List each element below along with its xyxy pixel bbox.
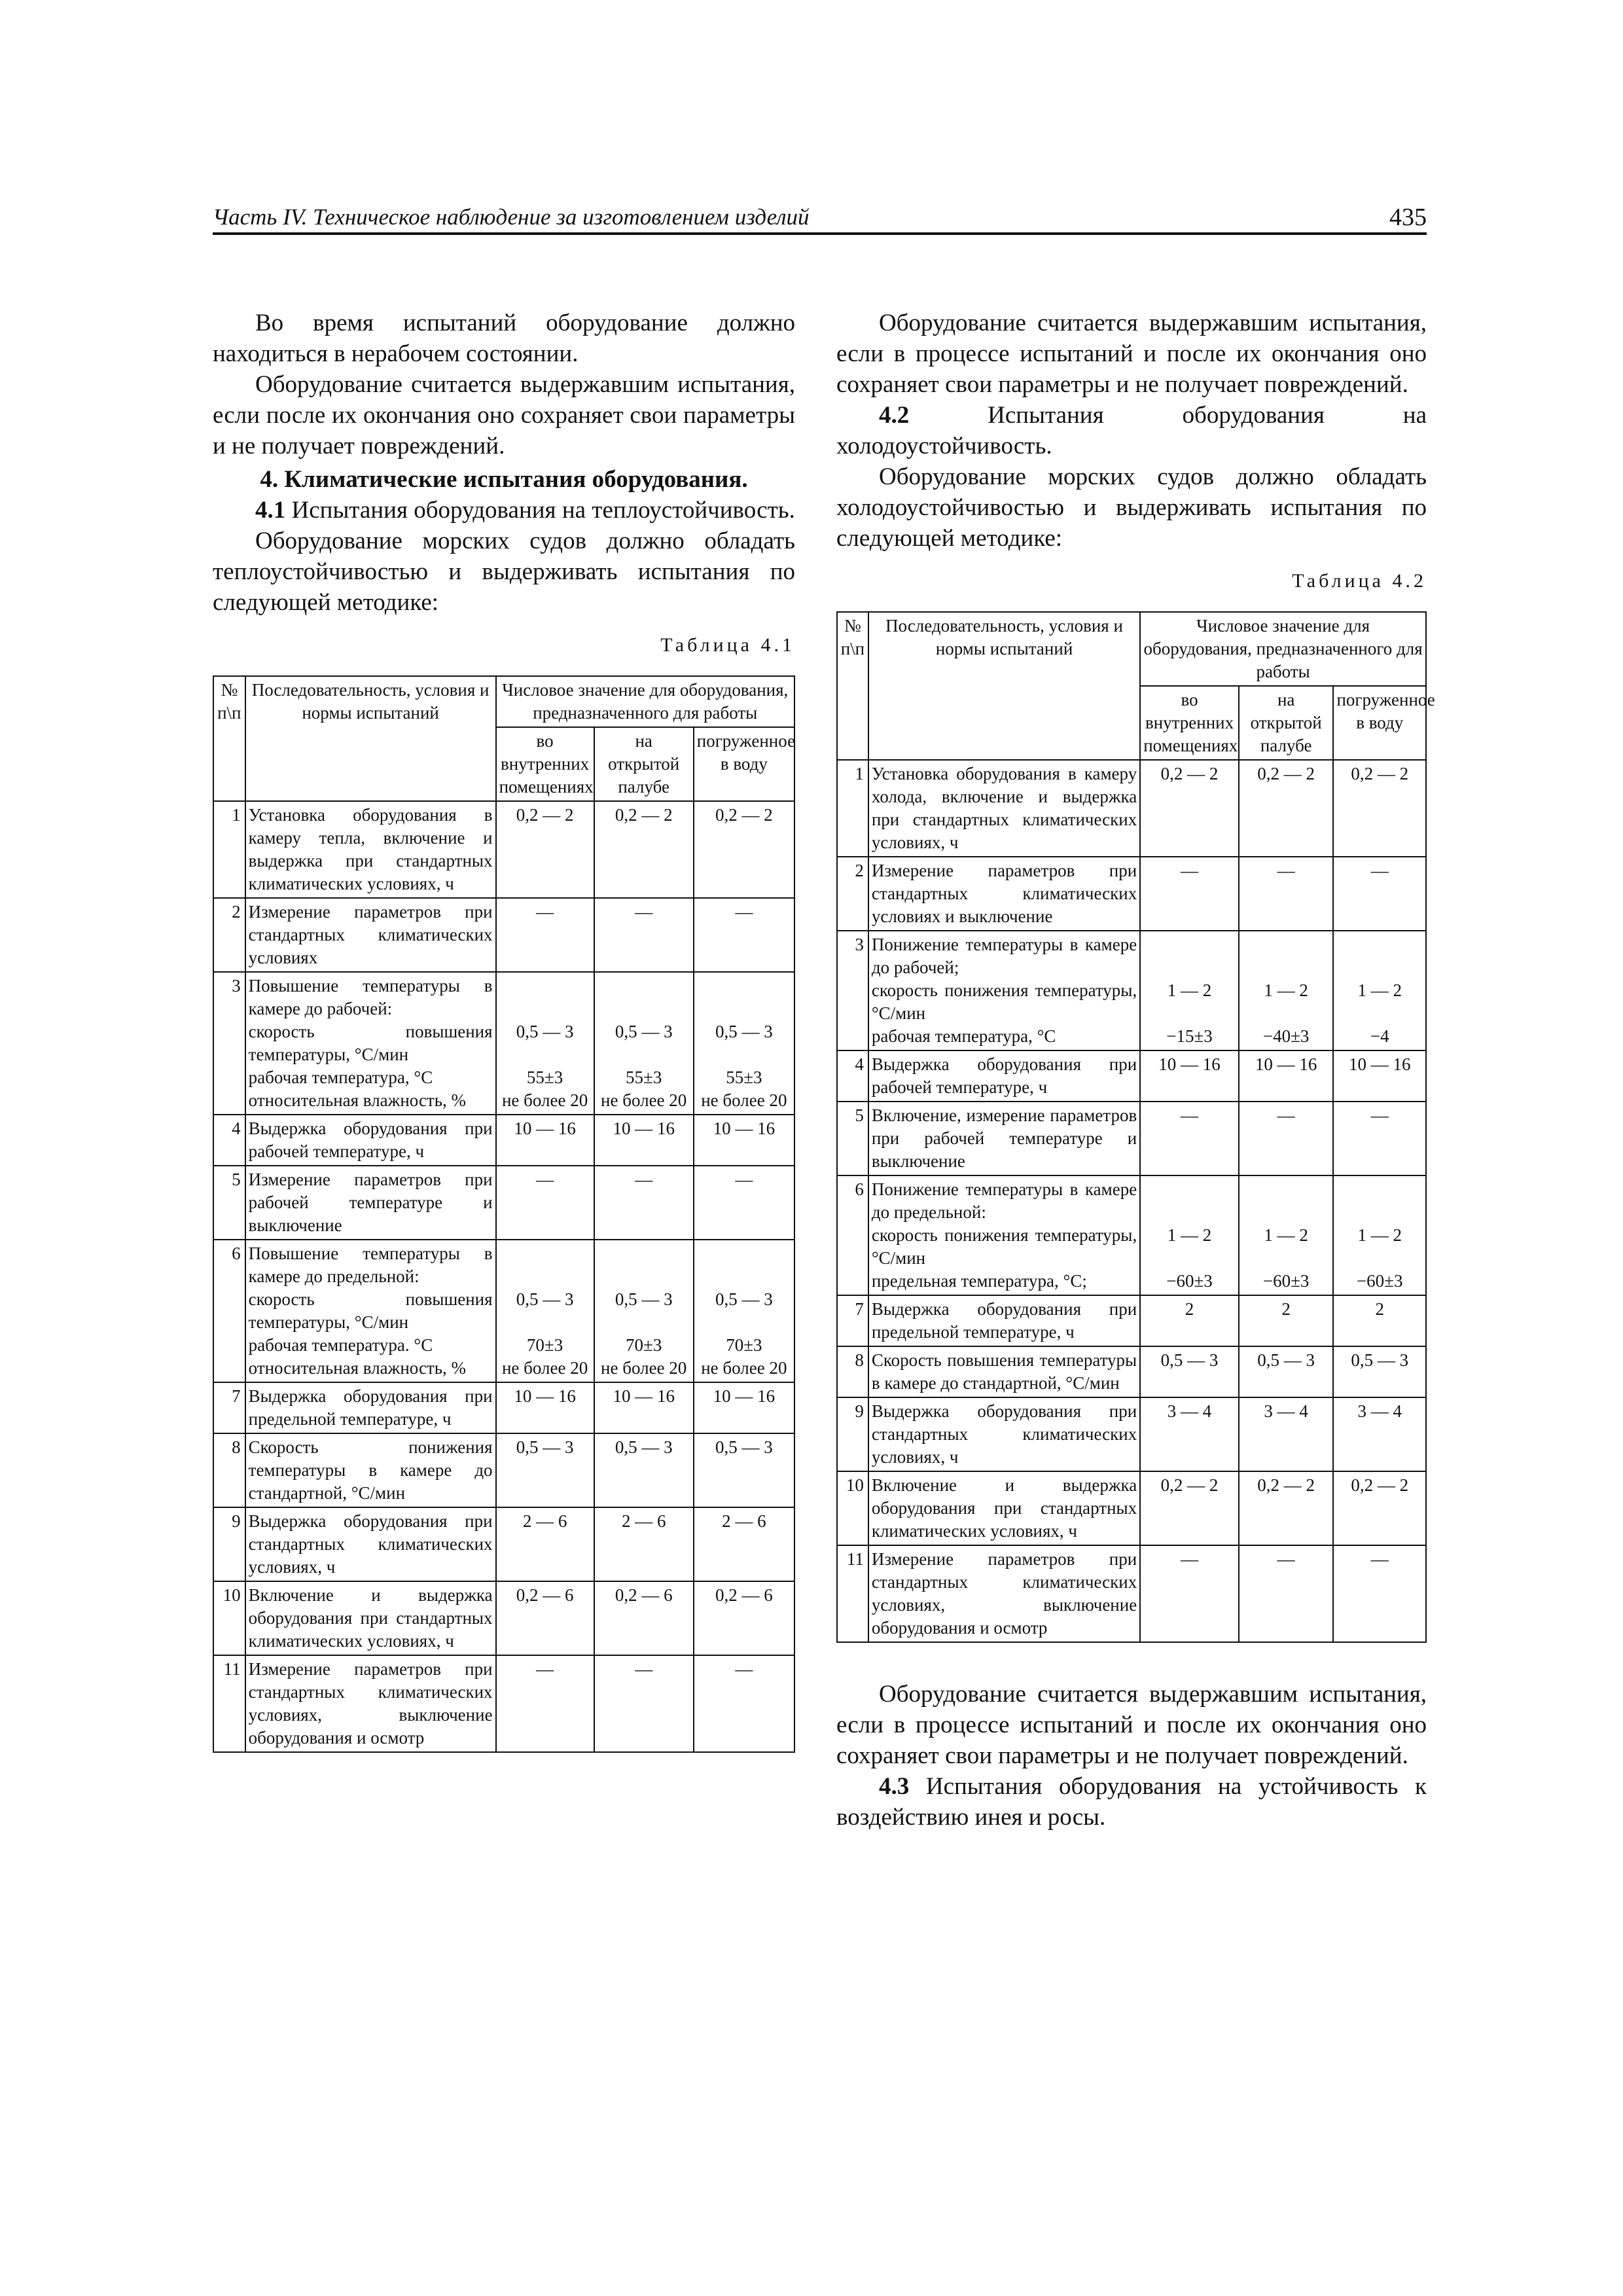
row-value-indoor: — — [496, 898, 594, 972]
row-value-submerged: 0,2 — 2 — [1333, 760, 1426, 857]
header-col-submerged: погруженное в воду — [1333, 686, 1426, 760]
row-description: Установка оборудования в камеру тепла, включение и выдержка при стандартных климатических условиях, ч — [245, 801, 496, 898]
row-description — [245, 1240, 496, 1382]
row-value-indoor: — — [496, 1166, 594, 1240]
row-value-deck: 0,5 — 3 — [1239, 1346, 1334, 1397]
row-description: Выдержка оборудования при рабочей температуре, ч — [868, 1050, 1140, 1102]
row-value-deck: — — [1239, 1545, 1334, 1642]
row-description-line: скорость повышения температуры, °С/мин — [248, 1022, 493, 1064]
value: не более 20 — [701, 1090, 787, 1110]
table-caption: Таблица 4.2 — [1292, 570, 1427, 592]
row-value-deck: 10 — 16 — [594, 1382, 694, 1433]
row-num: 3 — [837, 931, 868, 1050]
row-description-line: относительная влажность, % — [248, 1358, 467, 1378]
row-num: 10 — [213, 1581, 245, 1655]
row-value-submerged: 10 — 16 — [694, 1382, 794, 1433]
row-description-line: рабочая температура. °С — [248, 1335, 433, 1355]
row-value-deck: — — [594, 1166, 694, 1240]
row-num: 9 — [213, 1507, 245, 1581]
value: 1 — 2 — [1264, 1225, 1308, 1245]
subsection-number: 4.3 — [879, 1773, 910, 1800]
value: 0,5 — 3 — [516, 1022, 574, 1041]
paragraph: Оборудование морских судов должно обладать теплоустойчивостью и выдерживать испытания по следующей методике: — [213, 528, 795, 616]
row-value-indoor: — — [1140, 857, 1239, 931]
row-num: 11 — [837, 1545, 868, 1642]
value: 0,5 — 3 — [516, 1289, 574, 1309]
row-value-submerged: — — [1333, 1102, 1426, 1175]
row-value-submerged: 2 — [1333, 1295, 1426, 1346]
value: −60±3 — [1262, 1271, 1310, 1291]
value: 55±3 — [626, 1067, 662, 1087]
value: −40±3 — [1262, 1026, 1310, 1046]
table-row — [837, 857, 1426, 931]
header-num: № п\п — [213, 676, 245, 801]
value: −4 — [1370, 1026, 1389, 1046]
row-description-line: Понижение температуры в камере до рабочей; — [871, 935, 1137, 977]
table-row — [837, 1471, 1426, 1545]
paragraph: Оборудование считается выдержавшим испытания, если в процессе испытаний и после их окончания оно сохраняет свои параметры и не получает повреждений. — [836, 1681, 1427, 1769]
header-sequence: Последовательность, условия и нормы испытаний — [868, 612, 1140, 760]
table-header-row — [213, 676, 794, 727]
row-value-submerged: — — [694, 898, 794, 972]
table-row — [213, 1166, 794, 1240]
paragraph: Оборудование считается выдержавшим испытания, если в процессе испытаний и после их окончания оно сохраняет свои параметры и не получает повреждений. — [836, 310, 1427, 398]
table-row — [837, 1545, 1426, 1642]
value: 1 — 2 — [1264, 980, 1308, 1000]
row-description: Выдержка оборудования при предельной температуре, ч — [245, 1382, 496, 1433]
table-row — [213, 898, 794, 972]
row-description: Измерение параметров при стандартных климатических условиях, выключение оборудования и осмотр — [868, 1545, 1140, 1642]
row-num: 7 — [213, 1382, 245, 1433]
row-value-deck: 2 — 6 — [594, 1507, 694, 1581]
row-value-submerged: 0,5 — 3 — [1333, 1346, 1426, 1397]
table-4-1 — [213, 675, 795, 1753]
row-value-submerged: 2 — 6 — [694, 1507, 794, 1581]
value: −60±3 — [1166, 1271, 1213, 1291]
value: 55±3 — [726, 1067, 762, 1087]
row-value-deck — [1239, 1175, 1334, 1295]
header-col-deck: на открытой палубе — [1239, 686, 1334, 760]
row-value-submerged: 10 — 16 — [1333, 1050, 1426, 1102]
row-value-deck: 0,2 — 2 — [1239, 1471, 1334, 1545]
right-column — [836, 308, 1435, 1833]
row-value-submerged — [694, 1240, 794, 1382]
row-value-indoor: 0,2 — 2 — [1140, 760, 1239, 857]
table-row — [837, 1346, 1426, 1397]
row-value-deck — [594, 1240, 694, 1382]
header-col-deck: на открытой палубе — [594, 727, 694, 801]
value: 55±3 — [526, 1067, 563, 1087]
row-value-indoor: 2 — 6 — [496, 1507, 594, 1581]
row-description: Включение, измерение параметров при рабочей температуре и выключение — [868, 1102, 1140, 1175]
row-num: 2 — [213, 898, 245, 972]
value: −15±3 — [1166, 1026, 1213, 1046]
value: 70±3 — [526, 1335, 563, 1355]
row-value-submerged — [1333, 931, 1426, 1050]
value: 70±3 — [626, 1335, 662, 1355]
row-value-submerged: 0,2 — 2 — [1333, 1471, 1426, 1545]
row-description-line: предельная температура, °С; — [871, 1271, 1087, 1291]
row-description: Измерение параметров при стандартных климатических условиях и выключение — [868, 857, 1140, 931]
subsection-heading — [836, 400, 1427, 461]
row-description — [245, 972, 496, 1115]
subsection-text: Испытания оборудования на холодоустойчивость. — [836, 402, 1427, 459]
row-value-deck: — — [594, 1655, 694, 1752]
section-title — [213, 464, 795, 495]
table-row — [213, 1433, 794, 1507]
table-row — [213, 1655, 794, 1752]
header-col-indoor: во внутренних помещениях — [496, 727, 594, 801]
row-num: 1 — [837, 760, 868, 857]
row-value-deck: 0,2 — 2 — [1239, 760, 1334, 857]
row-description-line: Понижение температуры в камере до предельной: — [871, 1179, 1137, 1222]
row-value-indoor: 0,2 — 2 — [1140, 1471, 1239, 1545]
subsection-heading — [213, 495, 795, 526]
row-value-indoor — [1140, 1175, 1239, 1295]
row-value-submerged — [1333, 1175, 1426, 1295]
value: 0,5 — 3 — [715, 1289, 773, 1309]
paragraph: Во время испытаний оборудование должно находиться в нерабочем состоянии. — [213, 310, 795, 367]
row-num: 7 — [837, 1295, 868, 1346]
row-description: Установка оборудования в камеру холода, включение и выдержка при стандартных климатических условиях, ч — [868, 760, 1140, 857]
row-num: 6 — [837, 1175, 868, 1295]
row-value-submerged: 10 — 16 — [694, 1115, 794, 1166]
table-row — [213, 1581, 794, 1655]
row-value-indoor — [496, 972, 594, 1115]
row-num: 5 — [837, 1102, 868, 1175]
row-num: 10 — [837, 1471, 868, 1545]
row-description: Скорость повышения температуры в камере до стандартной, °С/мин — [868, 1346, 1140, 1397]
header-col-indoor: во внутренних помещениях — [1140, 686, 1239, 760]
table-4-2 — [836, 611, 1435, 1643]
row-description-line: относительная влажность, % — [248, 1090, 467, 1110]
subsection-text: Испытания оборудования на теплоустойчивость. — [285, 497, 795, 524]
row-value-indoor: 10 — 16 — [1140, 1050, 1239, 1102]
header-group: Числовое значение для оборудования, предназначенного для работы — [1140, 612, 1426, 686]
row-value-submerged: 3 — 4 — [1333, 1397, 1426, 1471]
row-value-submerged: 0,2 — 6 — [694, 1581, 794, 1655]
table-row — [837, 760, 1426, 857]
value: −60±3 — [1356, 1271, 1403, 1291]
header-group: Числовое значение для оборудования, предназначенного для работы — [496, 676, 794, 727]
row-num: 1 — [213, 801, 245, 898]
row-value-indoor: — — [496, 1655, 594, 1752]
row-value-deck: 2 — [1239, 1295, 1334, 1346]
row-value-submerged: — — [1333, 857, 1426, 931]
value: 0,5 — 3 — [615, 1289, 673, 1309]
row-value-deck: — — [594, 898, 694, 972]
row-num: 6 — [213, 1240, 245, 1382]
row-value-indoor — [496, 1240, 594, 1382]
value: не более 20 — [601, 1090, 687, 1110]
running-header — [213, 202, 1427, 233]
row-description: Измерение параметров при стандартных климатических условиях — [245, 898, 496, 972]
paragraph: Оборудование считается выдержавшим испытания, если после их окончания оно сохраняет свои параметры и не получает повреждений. — [213, 371, 795, 459]
section-title-text: 4. Климатические испытания оборудования. — [260, 466, 748, 493]
row-value-deck: 3 — 4 — [1239, 1397, 1334, 1471]
table-row — [213, 801, 794, 898]
paragraph: Оборудование морских судов должно обладать холодоустойчивостью и выдерживать испытания по следующей методике: — [836, 463, 1427, 552]
row-value-submerged: — — [694, 1655, 794, 1752]
value: 1 — 2 — [1357, 1225, 1402, 1245]
row-description-line: рабочая температура, °С — [248, 1067, 433, 1087]
row-description: Скорость понижения температуры в камере до стандартной, °С/мин — [245, 1433, 496, 1507]
row-num: 4 — [213, 1115, 245, 1166]
row-value-submerged: — — [694, 1166, 794, 1240]
left-column — [213, 308, 795, 1753]
value: 1 — 2 — [1357, 980, 1402, 1000]
row-value-indoor: 0,5 — 3 — [1140, 1346, 1239, 1397]
row-value-indoor: 10 — 16 — [496, 1115, 594, 1166]
row-num: 3 — [213, 972, 245, 1115]
header-rule — [213, 232, 1427, 235]
row-num: 8 — [213, 1433, 245, 1507]
value: 0,5 — 3 — [615, 1022, 673, 1041]
row-value-submerged: 0,2 — 2 — [694, 801, 794, 898]
row-description-line: скорость понижения температуры, °С/мин — [871, 980, 1137, 1023]
row-description: Измерение параметров при стандартных климатических условиях, выключение оборудования и осмотр — [245, 1655, 496, 1752]
row-value-deck: — — [1239, 1102, 1334, 1175]
row-description: Включение и выдержка оборудования при стандартных климатических условиях, ч — [868, 1471, 1140, 1545]
row-description-line: Повышение температуры в камере до рабочей: — [248, 976, 493, 1018]
row-value-deck: — — [1239, 857, 1334, 931]
row-num: 4 — [837, 1050, 868, 1102]
value: не более 20 — [501, 1090, 588, 1110]
table-row — [837, 931, 1426, 1050]
row-value-deck: 0,5 — 3 — [594, 1433, 694, 1507]
running-header-title: Часть IV. Техническое наблюдение за изготовлением изделий — [213, 204, 810, 230]
value: не более 20 — [601, 1358, 687, 1378]
row-num: 8 — [837, 1346, 868, 1397]
row-description: Измерение параметров при рабочей температуре и выключение — [245, 1166, 496, 1240]
row-value-deck — [1239, 931, 1334, 1050]
subsection-number: 4.1 — [255, 497, 286, 524]
row-description: Выдержка оборудования при рабочей температуре, ч — [245, 1115, 496, 1166]
value: 0,5 — 3 — [715, 1022, 773, 1041]
row-value-indoor: 2 — [1140, 1295, 1239, 1346]
row-value-deck — [594, 972, 694, 1115]
row-value-deck: 0,2 — 6 — [594, 1581, 694, 1655]
table-row — [837, 1175, 1426, 1295]
value: 1 — 2 — [1167, 1225, 1212, 1245]
table-caption: Таблица 4.1 — [660, 634, 795, 656]
row-value-submerged: — — [1333, 1545, 1426, 1642]
row-description — [868, 1175, 1140, 1295]
page-number: 435 — [1389, 204, 1427, 231]
header-col-submerged: погруженное в воду — [694, 727, 794, 801]
table-row — [213, 1115, 794, 1166]
table-row — [213, 972, 794, 1115]
row-num: 2 — [837, 857, 868, 931]
row-value-indoor: 3 — 4 — [1140, 1397, 1239, 1471]
table-header-row — [837, 612, 1426, 686]
row-value-deck: 10 — 16 — [1239, 1050, 1334, 1102]
header-sequence: Последовательность, условия и нормы испытаний — [245, 676, 496, 801]
table-row — [213, 1240, 794, 1382]
row-value-indoor: — — [1140, 1102, 1239, 1175]
row-value-indoor: — — [1140, 1545, 1239, 1642]
row-num: 5 — [213, 1166, 245, 1240]
table-row — [213, 1382, 794, 1433]
table-row — [837, 1397, 1426, 1471]
table-row — [837, 1102, 1426, 1175]
row-num: 11 — [213, 1655, 245, 1752]
row-value-indoor: 0,2 — 2 — [496, 801, 594, 898]
row-num: 9 — [837, 1397, 868, 1471]
value: 1 — 2 — [1167, 980, 1212, 1000]
header-num: № п\п — [837, 612, 868, 760]
table-row — [837, 1295, 1426, 1346]
row-value-indoor: 10 — 16 — [496, 1382, 594, 1433]
row-description: Выдержка оборудования при стандартных климатических условиях, ч — [245, 1507, 496, 1581]
row-value-indoor: 0,2 — 6 — [496, 1581, 594, 1655]
row-value-indoor — [1140, 931, 1239, 1050]
row-description: Включение и выдержка оборудования при стандартных климатических условиях, ч — [245, 1581, 496, 1655]
row-value-indoor: 0,5 — 3 — [496, 1433, 594, 1507]
row-description-line: Повышение температуры в камере до предельной: — [248, 1244, 493, 1286]
row-description-line: скорость повышения температуры, °С/мин — [248, 1289, 493, 1332]
row-value-submerged — [694, 972, 794, 1115]
value: 70±3 — [726, 1335, 762, 1355]
value: не более 20 — [501, 1358, 588, 1378]
row-description-line: рабочая температура, °С — [871, 1026, 1056, 1046]
row-description: Выдержка оборудования при предельной температуре, ч — [868, 1295, 1140, 1346]
row-description: Выдержка оборудования при стандартных климатических условиях, ч — [868, 1397, 1140, 1471]
value: не более 20 — [701, 1358, 787, 1378]
table-row — [213, 1507, 794, 1581]
row-value-deck: 0,2 — 2 — [594, 801, 694, 898]
row-description-line: скорость понижения температуры, °С/мин — [871, 1225, 1137, 1268]
table-row — [837, 1050, 1426, 1102]
row-description — [868, 931, 1140, 1050]
row-value-deck: 10 — 16 — [594, 1115, 694, 1166]
subsection-text: Испытания оборудования на устойчивость к воздействию инея и росы. — [836, 1773, 1427, 1831]
subsection-heading — [836, 1771, 1427, 1833]
row-value-submerged: 0,5 — 3 — [694, 1433, 794, 1507]
subsection-number: 4.2 — [879, 402, 910, 429]
